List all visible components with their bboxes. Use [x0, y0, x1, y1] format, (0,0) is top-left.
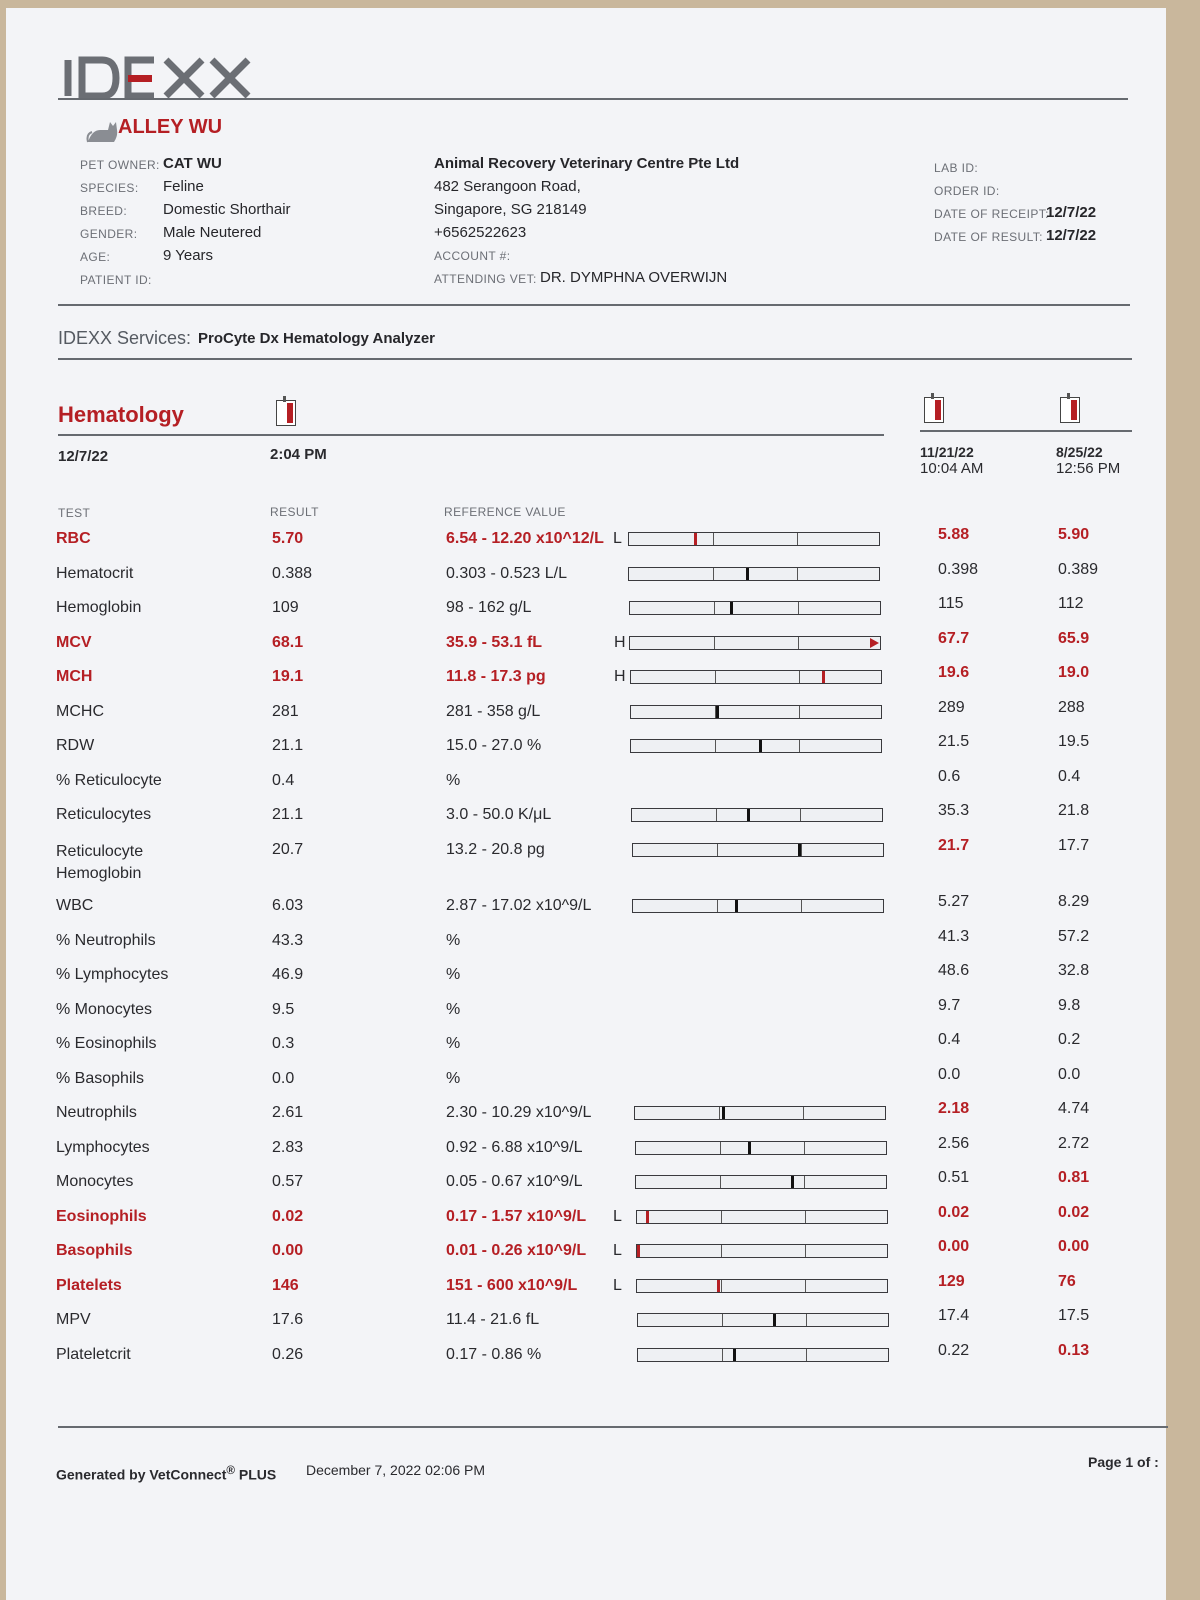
history-1-value: 129: [938, 1272, 965, 1290]
history-2-date: 8/25/22: [1056, 444, 1103, 460]
range-bar-divider: [799, 740, 800, 752]
abnormal-flag: H: [614, 633, 626, 651]
range-bar-divider: [721, 1280, 722, 1292]
range-bar: [636, 1279, 888, 1293]
clinic-name: Animal Recovery Veterinary Centre Pte Ltd: [434, 155, 740, 172]
range-bar-marker: [746, 568, 749, 580]
reference-range: 0.17 - 1.57 x10^9/L: [446, 1207, 587, 1225]
history-2-value: 0.2: [1058, 1031, 1081, 1048]
range-bar: [628, 532, 880, 546]
reference-range: %: [446, 966, 461, 983]
reference-range: 0.92 - 6.88 x10^9/L: [446, 1138, 583, 1156]
history-1-value: 0.51: [938, 1169, 970, 1186]
history-2-value: 65.9: [1058, 629, 1090, 647]
history-1-value: 0.398: [938, 560, 979, 578]
test-name: RDW: [56, 737, 95, 754]
range-bar-divider: [798, 637, 799, 649]
generated-timestamp: December 7, 2022 02:06 PM: [306, 1462, 485, 1478]
range-bar-divider: [722, 1349, 723, 1361]
history-2-value: 76: [1058, 1272, 1076, 1290]
test-result: 0.0: [272, 1069, 295, 1087]
range-bar-marker: [735, 900, 738, 912]
reference-range: 281 - 358 g/L: [446, 702, 541, 720]
range-bar: [628, 567, 880, 581]
generated-by-text: Generated by VetConnect: [56, 1466, 227, 1483]
sample-tube-icon: [1060, 397, 1080, 423]
test-result: 17.6: [272, 1311, 304, 1328]
reference-range: 98 - 162 g/L: [446, 599, 532, 616]
range-bar-divider: [805, 1280, 806, 1292]
history-1-value: 5.88: [938, 526, 970, 543]
footer-rule: [58, 1426, 1168, 1428]
section-rule: [58, 434, 884, 436]
test-name: Reticulocytes: [56, 806, 152, 823]
range-bar-divider: [721, 1245, 722, 1257]
test-result: 5.70: [272, 530, 304, 547]
clinic-address-2: Singapore, SG 218149: [434, 201, 587, 218]
range-bar-divider: [714, 602, 715, 614]
history-1-value: 35.3: [938, 802, 970, 819]
patient-field-label: PATIENT ID:: [80, 273, 152, 287]
test-result: 0.00: [272, 1242, 304, 1259]
range-bar: [637, 1313, 889, 1327]
range-bar-divider: [717, 844, 718, 856]
history-1-value: 9.7: [938, 996, 961, 1014]
history-1-value: 21.7: [938, 836, 970, 854]
abnormal-flag: L: [613, 1242, 622, 1259]
reference-range: %: [446, 1069, 461, 1087]
history-1-value: 41.3: [938, 927, 970, 945]
test-result: 21.1: [272, 737, 304, 754]
range-bar-marker: [637, 1245, 640, 1257]
clinic-phone: +6562522623: [434, 224, 527, 241]
range-bar-marker: [722, 1107, 725, 1119]
range-bar-marker: [717, 1280, 720, 1292]
test-name: % Eosinophils: [56, 1035, 157, 1052]
test-result: 0.02: [272, 1207, 304, 1225]
range-bar-divider: [713, 568, 714, 580]
history-1-value: 21.5: [938, 733, 970, 750]
history-2-value: 17.7: [1058, 836, 1090, 854]
range-bar-marker: [747, 809, 750, 821]
reference-range: 35.9 - 53.1 fL: [446, 633, 543, 651]
test-name: Lymphocytes: [56, 1138, 150, 1156]
range-bar-divider: [717, 900, 718, 912]
history-2-value: 8.29: [1058, 893, 1090, 910]
history-2-value: 5.90: [1058, 526, 1090, 543]
services-value: ProCyte Dx Hematology Analyzer: [198, 330, 436, 347]
test-name: % Monocytes: [56, 1000, 153, 1018]
test-name: Plateletcrit: [56, 1345, 131, 1363]
reference-range: %: [446, 931, 461, 949]
test-result: 109: [272, 599, 299, 616]
cat-icon: [86, 118, 120, 144]
header-rule: [58, 98, 1128, 100]
test-result: 281: [272, 702, 299, 720]
range-bar: [635, 1175, 887, 1189]
range-bar-divider: [720, 1176, 721, 1188]
range-bar-marker: [798, 844, 801, 856]
lab-field-value: 12/7/22: [1046, 204, 1097, 221]
range-bar-divider: [716, 809, 717, 821]
reference-range: 0.303 - 0.523 L/L: [446, 564, 567, 582]
reference-range: %: [446, 1000, 461, 1018]
range-bar: [637, 1348, 889, 1362]
sample-tube-icon: [276, 400, 296, 426]
info-rule: [58, 304, 1130, 306]
range-bar-marker: [748, 1142, 751, 1154]
services-rule: [58, 358, 1132, 360]
history-1-value: 0.22: [938, 1341, 970, 1359]
history-1-value: 5.27: [938, 893, 970, 910]
range-bar-divider: [714, 637, 715, 649]
patient-field-label: GENDER:: [80, 227, 138, 241]
range-bar: [630, 739, 882, 753]
patient-field-value: CAT WU: [163, 155, 222, 172]
abnormal-flag: L: [613, 1207, 622, 1225]
history-2-value: 0.00: [1058, 1238, 1090, 1255]
test-result: 68.1: [272, 633, 304, 651]
reference-range: %: [446, 771, 461, 789]
column-result: RESULT: [270, 505, 319, 519]
generated-by: [56, 1464, 276, 1483]
test-name: Eosinophils: [56, 1207, 147, 1225]
test-name: Basophils: [56, 1242, 133, 1259]
registered-mark: ®: [226, 1464, 235, 1477]
range-bar-divider: [715, 671, 716, 683]
range-bar-divider: [797, 533, 798, 545]
reference-range: 13.2 - 20.8 pg: [446, 840, 545, 858]
range-bar-divider: [804, 1142, 805, 1154]
history-1-value: 19.6: [938, 664, 970, 681]
history-1-value: 0.00: [938, 1238, 970, 1255]
reference-range: 6.54 - 12.20 x10^12/L: [446, 530, 604, 547]
test-name: Hematocrit: [56, 564, 134, 582]
patient-field-label: AGE:: [80, 250, 111, 264]
history-2-value: 4.74: [1058, 1100, 1090, 1117]
range-bar-marker: [822, 671, 825, 683]
lab-field-label: ORDER ID:: [934, 184, 1000, 198]
patient-field-value: Feline: [163, 178, 204, 195]
range-bar-divider: [797, 568, 798, 580]
plus-text: PLUS: [238, 1466, 277, 1483]
range-bar-divider: [798, 602, 799, 614]
history-2-value: 112: [1058, 595, 1084, 612]
range-bar-divider: [801, 900, 802, 912]
test-result: 2.61: [272, 1104, 304, 1121]
run-date: 12/7/22: [58, 448, 109, 465]
reference-range: 2.87 - 17.02 x10^9/L: [446, 897, 592, 914]
lab-field-label: DATE OF RECEIPT:: [934, 207, 1049, 221]
history-2-value: 57.2: [1058, 927, 1090, 945]
test-name: RBC: [56, 530, 91, 547]
range-bar-divider: [799, 671, 800, 683]
range-bar: [635, 1141, 887, 1155]
history-2-value: 0.02: [1058, 1203, 1090, 1221]
idexx-logo: [62, 54, 257, 102]
reference-range: 0.05 - 0.67 x10^9/L: [446, 1173, 583, 1190]
history-2-value: 19.0: [1058, 664, 1090, 681]
history-2-value: 0.389: [1058, 560, 1099, 578]
history-1-value: 2.18: [938, 1100, 970, 1117]
test-result: 0.26: [272, 1345, 304, 1363]
history-2-value: 0.4: [1058, 767, 1081, 785]
history-rule: [920, 430, 1132, 432]
range-bar-divider: [799, 706, 800, 718]
reference-range: 11.4 - 21.6 fL: [446, 1311, 540, 1328]
range-bar-divider: [715, 740, 716, 752]
test-result: 2.83: [272, 1138, 304, 1156]
range-bar-marker: [694, 533, 697, 545]
test-result: 46.9: [272, 966, 304, 983]
history-2-value: 2.72: [1058, 1134, 1090, 1152]
history-1-time: 10:04 AM: [920, 460, 984, 477]
history-2-value: 0.0: [1058, 1065, 1081, 1083]
test-result: 0.388: [272, 564, 313, 582]
report-page: [6, 8, 1166, 1600]
range-bar-divider: [722, 1314, 723, 1326]
patient-field-label: BREED:: [80, 204, 128, 218]
test-result: 0.57: [272, 1173, 304, 1190]
lab-field-label: LAB ID:: [934, 161, 979, 175]
test-result: 20.7: [272, 840, 304, 858]
history-2-value: 32.8: [1058, 962, 1090, 979]
test-name: % Basophils: [56, 1069, 145, 1087]
range-bar: [636, 1210, 888, 1224]
test-result: 0.4: [272, 771, 295, 789]
patient-field-label: SPECIES:: [80, 181, 139, 195]
test-name: MCH: [56, 668, 93, 685]
abnormal-flag: L: [613, 1276, 622, 1294]
range-bar: [634, 1106, 886, 1120]
run-time: 2:04 PM: [270, 446, 327, 463]
history-2-value: 9.8: [1058, 996, 1081, 1014]
range-bar-divider: [803, 1107, 804, 1119]
test-result: 146: [272, 1276, 299, 1294]
test-result: 19.1: [272, 668, 304, 685]
test-result: 0.3: [272, 1035, 295, 1052]
range-bar-marker: [646, 1211, 649, 1223]
range-bar-divider: [720, 1142, 721, 1154]
test-name: Neutrophils: [56, 1104, 137, 1121]
lab-field-value: 12/7/22: [1046, 227, 1097, 244]
services-label: IDEXX Services:: [58, 328, 192, 348]
reference-range: 11.8 - 17.3 pg: [446, 668, 546, 685]
range-bar: [629, 636, 881, 650]
test-result: 21.1: [272, 806, 304, 823]
range-bar-divider: [805, 1211, 806, 1223]
test-name: Monocytes: [56, 1173, 134, 1190]
range-bar: [636, 1244, 888, 1258]
reference-range: %: [446, 1035, 461, 1052]
reference-range: 15.0 - 27.0 %: [446, 737, 542, 754]
range-bar-divider: [806, 1349, 807, 1361]
range-bar-divider: [805, 1245, 806, 1257]
test-name: Platelets: [56, 1276, 122, 1294]
clinic-address-1: 482 Serangoon Road,: [434, 178, 581, 195]
range-bar-marker: [759, 740, 762, 752]
reference-range: 0.01 - 0.26 x10^9/L: [446, 1242, 587, 1259]
patient-field-value: 9 Years: [163, 247, 214, 264]
abnormal-flag: L: [613, 530, 622, 547]
reference-range: 151 - 600 x10^9/L: [446, 1276, 578, 1294]
page-number: Page 1 of :: [1088, 1454, 1159, 1470]
history-1-value: 2.56: [938, 1134, 970, 1152]
attending-vet-name: DR. DYMPHNA OVERWIJN: [540, 269, 728, 286]
range-bar-divider: [800, 809, 801, 821]
history-1-date: 11/21/22: [920, 444, 974, 460]
history-1-value: 48.6: [938, 962, 970, 979]
range-bar: [630, 670, 882, 684]
test-name: % Neutrophils: [56, 931, 156, 949]
range-bar-divider: [801, 844, 802, 856]
history-2-value: 288: [1058, 698, 1085, 716]
history-1-value: 0.6: [938, 767, 961, 785]
history-2-time: 12:56 PM: [1056, 460, 1121, 477]
test-name: % Reticulocyte: [56, 771, 162, 789]
test-name: MCV: [56, 633, 92, 651]
history-1-value: 0.0: [938, 1065, 961, 1083]
patient-field-label: PET OWNER:: [80, 158, 160, 172]
range-bar-divider: [719, 1107, 720, 1119]
patient-name: ALLEY WU: [118, 116, 223, 138]
history-1-value: 0.4: [938, 1031, 961, 1048]
test-result: 43.3: [272, 931, 304, 949]
history-1-value: 289: [938, 698, 965, 716]
range-bar: [630, 705, 882, 719]
range-bar-marker: [730, 602, 733, 614]
range-bar: [632, 843, 884, 857]
history-1-value: 67.7: [938, 629, 970, 647]
test-name: MPV: [56, 1311, 91, 1328]
sample-tube-icon: [924, 397, 944, 423]
test-name: Hemoglobin: [56, 599, 142, 616]
range-bar-marker: [791, 1176, 794, 1188]
test-name: % Lymphocytes: [56, 966, 169, 983]
patient-field-value: Domestic Shorthair: [163, 201, 291, 218]
patient-field-value: Male Neutered: [163, 224, 262, 241]
test-result: 6.03: [272, 897, 304, 914]
range-bar: [631, 808, 883, 822]
out-of-range-arrow: [870, 638, 879, 648]
range-bar: [629, 601, 881, 615]
range-bar-divider: [806, 1314, 807, 1326]
abnormal-flag: H: [614, 668, 626, 685]
reference-range: 0.17 - 0.86 %: [446, 1345, 542, 1363]
attending-vet-label: ATTENDING VET:: [434, 272, 537, 286]
history-2-value: 21.8: [1058, 802, 1090, 819]
history-2-value: 0.13: [1058, 1341, 1090, 1359]
history-1-value: 115: [938, 595, 964, 612]
test-name: Reticulocyte Hemoglobin: [56, 842, 144, 882]
lab-field-label: DATE OF RESULT:: [934, 230, 1043, 244]
range-bar-divider: [721, 1211, 722, 1223]
history-2-value: 17.5: [1058, 1307, 1090, 1324]
reference-range: 2.30 - 10.29 x10^9/L: [446, 1104, 592, 1121]
column-reference: REFERENCE VALUE: [444, 505, 566, 519]
range-bar-marker: [773, 1314, 776, 1326]
test-name: MCHC: [56, 702, 104, 720]
range-bar: [632, 899, 884, 913]
test-result: 9.5: [272, 1000, 295, 1018]
history-1-value: 0.02: [938, 1203, 970, 1221]
range-bar-marker: [733, 1349, 736, 1361]
range-bar-divider: [804, 1176, 805, 1188]
column-test: TEST: [58, 506, 91, 520]
history-2-value: 0.81: [1058, 1169, 1090, 1186]
range-bar-marker: [716, 706, 719, 718]
reference-range: 3.0 - 50.0 K/μL: [446, 806, 552, 823]
history-1-value: 17.4: [938, 1307, 970, 1324]
history-2-value: 19.5: [1058, 733, 1090, 750]
section-title: Hematology: [58, 402, 184, 427]
account-label: ACCOUNT #:: [434, 249, 511, 263]
range-bar-divider: [713, 533, 714, 545]
test-name: WBC: [56, 897, 94, 914]
